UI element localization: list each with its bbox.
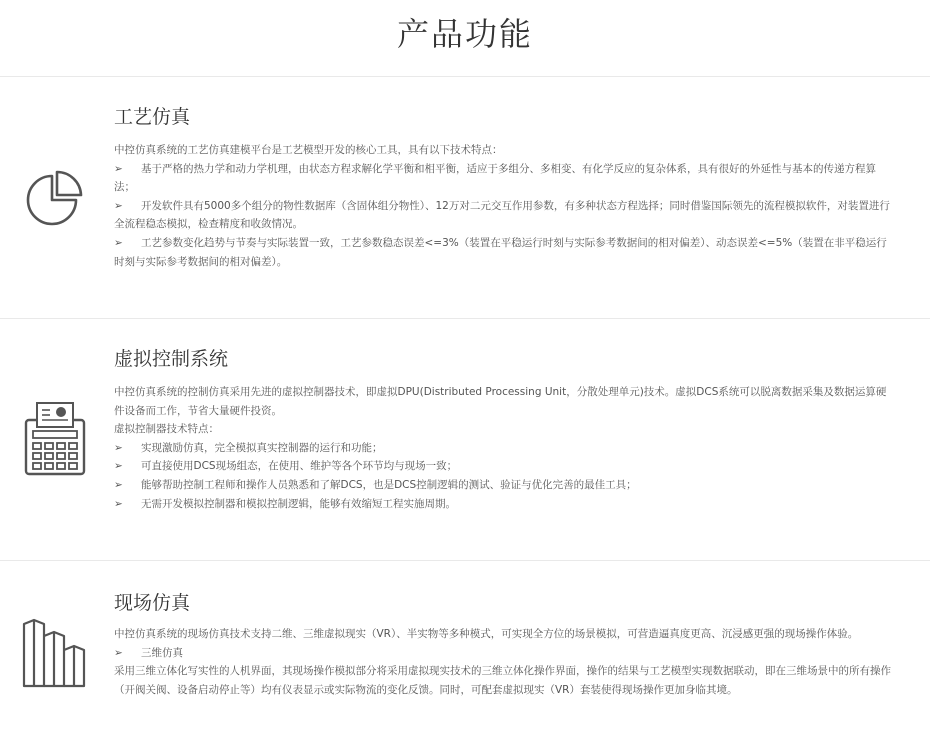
arrow-bullet-icon: ➢: [114, 460, 123, 473]
arrow-bullet-icon: ➢: [114, 199, 123, 212]
bullet-text: 工艺参数变化趋势与节奏与实际装置一致，工艺参数稳态误差<=3%（装置在平稳运行时刻与实际参考数据间的相对偏差）、动态误差<=5%（装置在非平稳运行时刻与实际参考数据间的相对偏差）。: [114, 236, 887, 268]
bullet-item: [114, 160, 894, 197]
arrow-bullet-icon: ➢: [114, 646, 123, 659]
section-body: [114, 383, 894, 513]
arrow-bullet-icon: ➢: [114, 236, 123, 249]
arrow-bullet-icon: ➢: [114, 478, 123, 491]
body-text: 中控仿真系统的控制仿真采用先进的虚拟控制器技术，即虚拟DPU(Distributed Processing Unit，分散处理单元)技术。虚拟DCS系统可以脱离数据采集及数据运算硬件设备而工作，节省大量硬件投资。: [114, 386, 887, 417]
pie-chart-icon: [22, 166, 86, 234]
page-title: 产品功能: [396, 15, 533, 53]
body-text: 中控仿真系统的现场仿真技术支持二维、三维虚拟现实（VR）、半实物等多种模式，可实现全方位的场景模拟，可营造逼真度更高、沉浸感更强的现场操作体验。: [114, 628, 859, 640]
section-body: [114, 625, 894, 699]
bullet-text: 实现激励仿真，完全模拟真实控制器的运行和功能；: [141, 441, 383, 454]
bullet-item: [114, 644, 894, 663]
bullet-text: 能够帮助控制工程师和操作人员熟悉和了解DCS，也是DCS控制逻辑的测试、验证与优化完善的最佳工具；: [141, 478, 637, 491]
bullet-text: 三维仿真: [141, 646, 183, 659]
bullet-item: [114, 476, 894, 495]
calculator-icon: [22, 400, 88, 480]
body-text: 中控仿真系统的工艺仿真建模平台是工艺模型开发的核心工具，具有以下技术特点：: [114, 144, 503, 156]
bullet-item: [114, 234, 894, 271]
section-body: [114, 141, 894, 271]
bullet-item: [114, 197, 894, 234]
bullet-text: 无需开发模拟控制器和模拟控制逻辑，能够有效缩短工程实施周期。: [141, 497, 456, 510]
arrow-bullet-icon: ➢: [114, 162, 123, 175]
bullet-text: 基于严格的热力学和动力学机理，由状态方程求解化学平衡和相平衡，适应于多组分、多相变、有化学反应的复杂体系，具有很好的外延性与基本的传递方程算法；: [114, 162, 876, 194]
bullet-item: [114, 457, 894, 476]
section-field-simulation: [0, 560, 930, 734]
body-text: 采用三维立体化写实性的人机界面，其现场操作模拟部分将采用虚拟现实技术的三维立体化操作界面，操作的结果与工艺模型实现数据联动，即在三维场景中的所有操作（开阀关阀、设备启动停止等）均有仪表显示或实际物流的变化反馈。同时，可配套虚拟现实（VR）套装使得现场操作更加身临其境。: [114, 665, 891, 696]
section-process-simulation: [0, 76, 930, 318]
arrow-bullet-icon: ➢: [114, 441, 123, 454]
section-title: 现场仿真: [114, 592, 191, 614]
bullet-item: [114, 495, 894, 514]
bullet-text: 开发软件具有5000多个组分的物性数据库（含固体组分物性）、12万对二元交互作用参数，有多种状态方程选择；同时借鉴国际领先的流程模拟软件，对装置进行全流程稳态模拟，检查精度和收敛情况。: [114, 199, 890, 231]
section-virtual-control: [0, 318, 930, 560]
bar-columns-icon: [20, 614, 92, 694]
bullet-text: 可直接使用DCS现场组态，在使用、维护等各个环节均与现场一致；: [141, 460, 458, 473]
section-title: 虚拟控制系统: [114, 348, 229, 370]
section-title: 工艺仿真: [114, 106, 191, 128]
bullet-item: [114, 439, 894, 458]
body-text: 虚拟控制器技术特点：: [114, 423, 219, 436]
arrow-bullet-icon: ➢: [114, 497, 123, 510]
